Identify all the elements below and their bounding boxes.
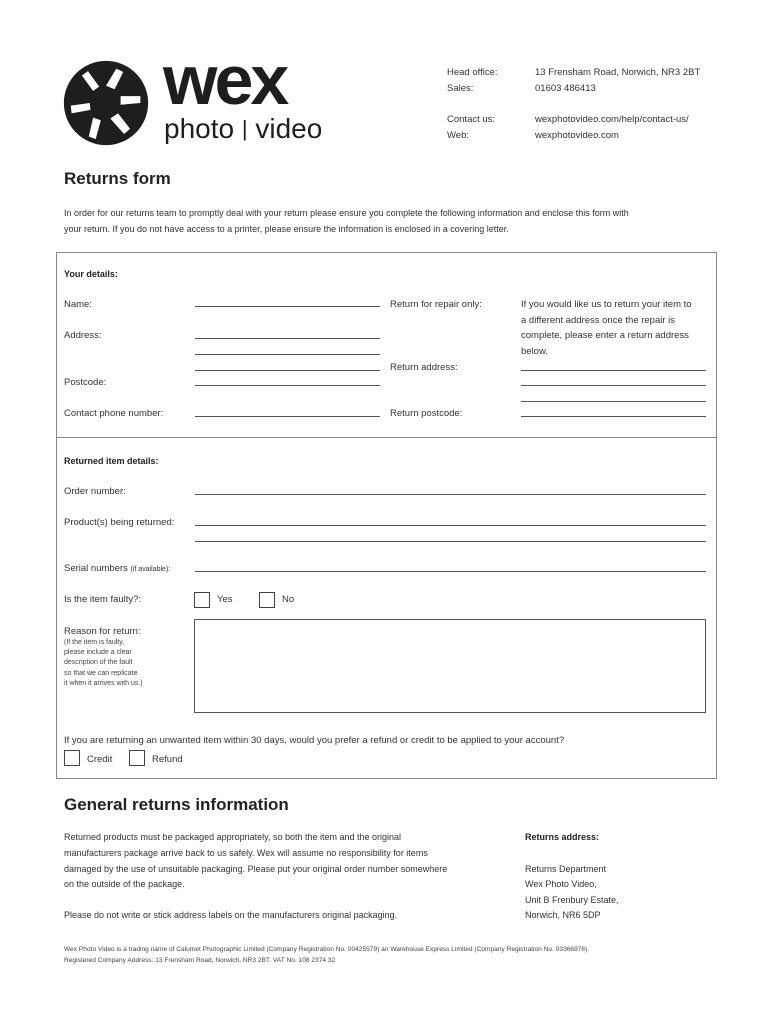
address-field-1[interactable] bbox=[195, 338, 380, 339]
intro-line-2: your return. If you do not have access to a printer, please ensure the information is enclosed in a covering letter. bbox=[64, 224, 509, 234]
phone-label: Contact phone number: bbox=[64, 408, 164, 419]
products-field-2[interactable] bbox=[195, 541, 706, 542]
name-field[interactable] bbox=[195, 306, 380, 307]
brand-name: wex bbox=[163, 41, 287, 119]
brand-separator: | bbox=[241, 116, 248, 141]
section-divider bbox=[56, 437, 717, 438]
return-address-label: Return address: bbox=[390, 362, 458, 373]
brand-video: video bbox=[255, 113, 323, 144]
intro-line-1: In order for our returns team to promptly deal with your return please ensure you complete the following information and enclose this form with bbox=[64, 208, 629, 218]
general-title: General returns information bbox=[64, 795, 289, 814]
contact-link[interactable]: wexphotovideo.com/help/contact-us/ bbox=[535, 114, 689, 125]
footer-line-2: Registered Company Address: 13 Frensham Road, Norwich, NR3 2BT. VAT No. 108 2374 32 bbox=[64, 957, 336, 964]
address-field-3[interactable] bbox=[195, 370, 380, 371]
faulty-yes-label: Yes bbox=[217, 594, 233, 605]
aperture-icon bbox=[63, 60, 149, 146]
refund-question: If you are returning an unwanted item within 30 days, would you prefer a refund or credit to be applied to your account? bbox=[64, 735, 565, 746]
reason-note-line-2: please include a clear bbox=[64, 649, 132, 657]
return-postcode-field[interactable] bbox=[521, 416, 706, 417]
footer-line-1: Wex Photo Video is a trading name of Calumet Photographic Limited (Company Registration No. 00425579) an Warehouse Express Limited (Company Registration No. 03366976). bbox=[64, 946, 590, 953]
web-link[interactable]: wexphotovideo.com bbox=[535, 130, 619, 141]
returns-address-title: Returns address: bbox=[525, 832, 600, 842]
head-office-value: 13 Frensham Road, Norwich, NR3 2BT bbox=[535, 67, 701, 78]
brand-photo: photo bbox=[164, 113, 235, 144]
repair-note-4: below. bbox=[521, 346, 548, 357]
return-address-field-2[interactable] bbox=[521, 385, 706, 386]
order-number-label: Order number: bbox=[64, 486, 126, 497]
phone-field[interactable] bbox=[195, 416, 380, 417]
name-label: Name: bbox=[64, 299, 92, 310]
reason-note-line-5: it when it arrives with us.) bbox=[64, 679, 143, 687]
refund-label: Refund bbox=[152, 754, 183, 765]
serial-label-text: Serial numbers bbox=[64, 563, 128, 574]
brand-subtitle bbox=[164, 113, 322, 147]
address-field-2[interactable] bbox=[195, 354, 380, 355]
return-address-field-1[interactable] bbox=[521, 370, 706, 371]
repair-note-3: complete, please enter a return address bbox=[521, 330, 689, 341]
faulty-label: Is the item faulty?: bbox=[64, 594, 142, 605]
returns-address-line-2: Wex Photo Video, bbox=[525, 879, 597, 889]
reason-note-line-3: description of the fault bbox=[64, 659, 133, 667]
postcode-label: Postcode: bbox=[64, 377, 107, 388]
reason-note-line-4: so that we can replicate bbox=[64, 669, 138, 677]
reason-textarea[interactable] bbox=[194, 619, 706, 713]
reason-note bbox=[64, 638, 143, 689]
reason-label: Reason for return: bbox=[64, 626, 141, 637]
credit-label: Credit bbox=[87, 754, 113, 765]
head-office-label: Head office: bbox=[447, 67, 498, 78]
general-para-4: on the outside of the package. bbox=[64, 879, 185, 889]
repair-note-2: a different address once the repair is bbox=[521, 315, 676, 326]
general-para-2: manufacturers package arrive back to us safely. Wex will assume no responsibility for items bbox=[64, 848, 428, 858]
returns-address-line-3: Unit B Frenbury Estate, bbox=[525, 895, 619, 905]
returns-address-line-1: Returns Department bbox=[525, 864, 607, 874]
serial-note: (if available): bbox=[130, 566, 171, 573]
serial-label bbox=[64, 563, 170, 574]
form-title: Returns form bbox=[64, 169, 171, 188]
reason-note-line-1: (If the item is faulty, bbox=[64, 639, 125, 646]
faulty-no-label: No bbox=[282, 594, 295, 605]
contact-label: Contact us: bbox=[447, 114, 496, 125]
products-field-1[interactable] bbox=[195, 525, 706, 526]
wex-logo bbox=[60, 41, 360, 148]
refund-checkbox[interactable] bbox=[129, 750, 145, 766]
faulty-no-checkbox[interactable] bbox=[259, 592, 275, 608]
credit-checkbox[interactable] bbox=[64, 750, 80, 766]
return-address-field-3[interactable] bbox=[521, 401, 706, 402]
postcode-field[interactable] bbox=[195, 385, 380, 386]
order-number-field[interactable] bbox=[195, 494, 706, 495]
returns-address-line-4: Norwich, NR6 5DP bbox=[525, 910, 601, 920]
general-para-3: damaged by the use of unsuitable packaging. Please put your original order number somewhere bbox=[64, 864, 448, 874]
sales-value: 01603 486413 bbox=[535, 83, 596, 94]
return-postcode-label: Return postcode: bbox=[390, 408, 463, 419]
repair-note-1: If you would like us to return your item to bbox=[521, 299, 692, 310]
web-label: Web: bbox=[447, 130, 470, 141]
your-details-title: Your details: bbox=[64, 269, 118, 279]
serial-field[interactable] bbox=[195, 571, 706, 572]
repair-only-label: Return for repair only: bbox=[390, 299, 482, 310]
address-label: Address: bbox=[64, 330, 102, 341]
item-details-title: Returned item details: bbox=[64, 456, 159, 466]
general-para-1: Returned products must be packaged appropriately, so both the item and the original bbox=[64, 832, 402, 842]
general-para-5: Please do not write or stick address labels on the manufacturers original packaging. bbox=[64, 910, 398, 920]
sales-label: Sales: bbox=[447, 83, 474, 94]
faulty-yes-checkbox[interactable] bbox=[194, 592, 210, 608]
products-label: Product(s) being returned: bbox=[64, 517, 175, 528]
